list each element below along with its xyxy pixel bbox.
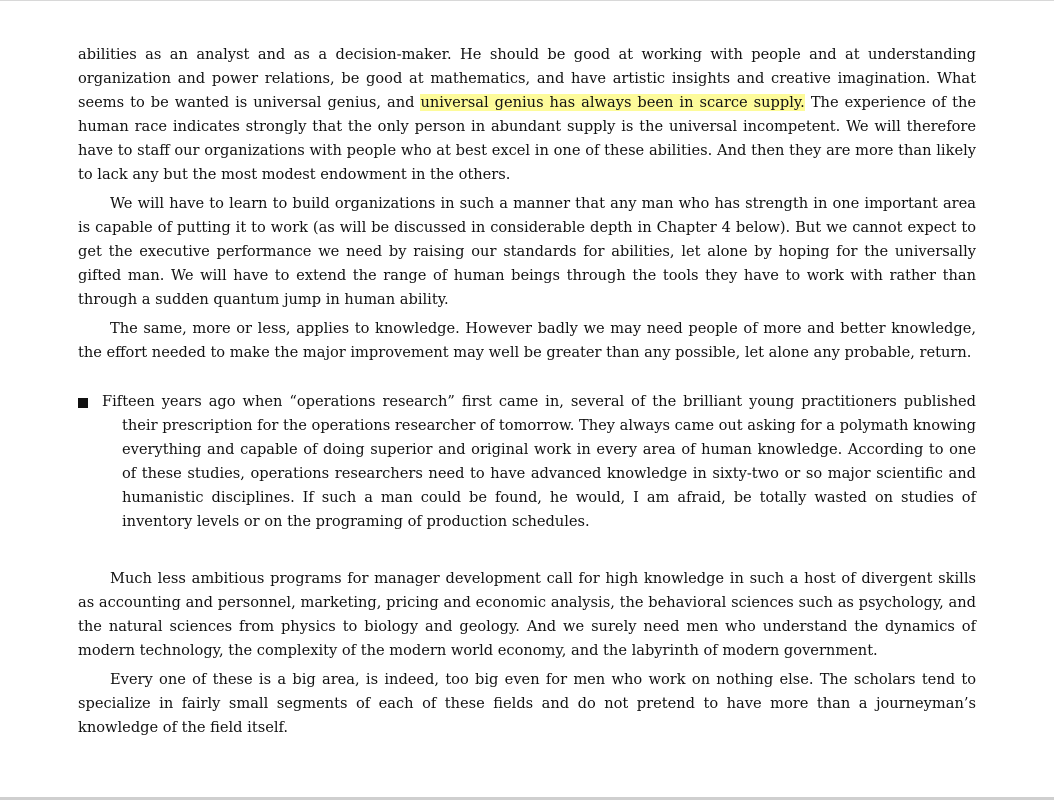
text-column [78,43,976,740]
bullet-item[interactable] [78,390,976,534]
paragraph-1-text-before: abilities as an analyst and as a decision-maker. He should be good at working with people and at understanding organization and power relations, be good at mathematics, and have artistic insights and creative imagination. What seems to be wanted is universal genius, and [78,46,976,111]
highlighted-passage[interactable]: universal genius has always been in scarce supply. [420,94,805,111]
paragraph-1-text-after: The experience of the human race indicates strongly that the only person in abundant supply is the universal incompetent. We will therefore have to staff our organizations with people who at best excel in one of these abilities. And then they are more than likely to lack any but the most modest endowment in the others. [78,94,976,183]
bullet-item-text: Fifteen years ago when “operations research” first came in, several of the brilliant young practitioners published their prescription for the operations researcher of tomorrow. They always came out asking for a polymath knowing everything and capable of doing superior and original work in every area of human knowledge. According to one of these studies, operations researchers need to have advanced knowledge in sixty-two or so major scientific and humanistic disciplines. If such a man could be found, he would, I am afraid, be totally wasted on studies of inventory levels or on the programing of production schedules. [102,393,976,530]
paragraph-1[interactable] [78,43,976,187]
paragraph-3[interactable]: The same, more or less, applies to knowledge. However badly we may need people of more and better knowledge, the effort needed to make the major improvement may well be greater than any possible, let alone any probable, return. [78,320,976,361]
paragraph-2[interactable]: We will have to learn to build organizations in such a manner that any man who has strength in one important area is capable of putting it to work (as will be discussed in considerable depth in Chapter 4 below). But we cannot expect to get the executive performance we need by raising our standards for abilities, let alone by hoping for the universally gifted man. We will have to extend the range of human beings through the tools they have to work with rather than through a sudden quantum jump in human ability. [78,195,976,308]
paragraph-6[interactable]: Every one of these is a big area, is indeed, too big even for men who work on nothing else. The scholars tend to specialize in fairly small segments of each of these fields and do not pretend to have more than a journeyman’s knowledge of the field itself. [78,671,976,736]
paragraph-5[interactable]: Much less ambitious programs for manager development call for high knowledge in such a host of divergent skills as accounting and personnel, marketing, pricing and economic analysis, the behavioral sciences such as psychology, and the natural sciences from physics to biology and geology. And we surely need men who understand the dynamics of modern technology, the complexity of the modern world economy, and the labyrinth of modern government. [78,570,976,659]
square-bullet-icon [78,398,88,408]
